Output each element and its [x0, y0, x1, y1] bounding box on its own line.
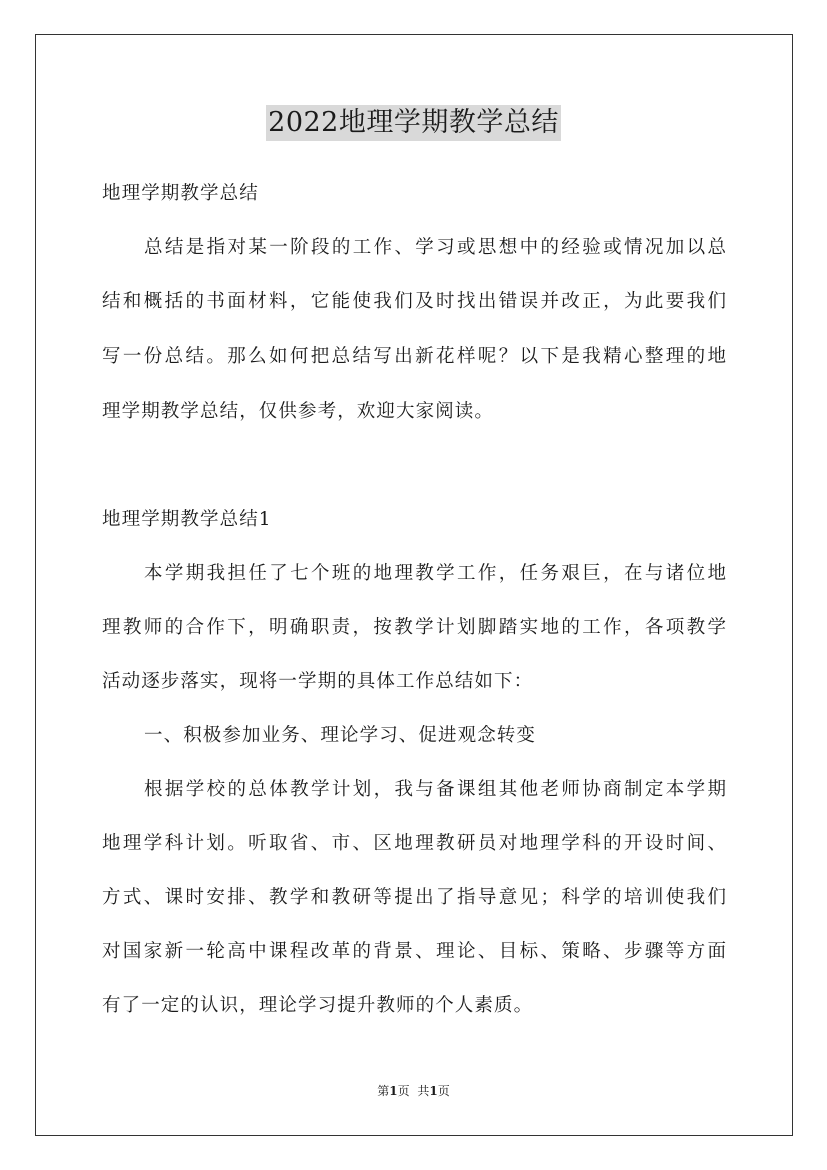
paragraph-line: 写一份总结。那么如何把总结写出新花样呢？以下是我精心整理的地	[102, 346, 726, 367]
paragraph-line: 理学期教学总结，仅供参考，欢迎大家阅读。	[102, 401, 495, 422]
paragraph-line: 地理学科计划。听取省、市、区地理教研员对地理学科的开设时间、	[102, 833, 726, 854]
footer-total-suffix: 页	[437, 1084, 450, 1098]
section-heading: 地理学期教学总结	[102, 183, 259, 204]
footer-total-prefix: 共	[417, 1084, 430, 1098]
section-heading: 地理学期教学总结1	[102, 509, 272, 530]
paragraph-line: 有了一定的认识，理论学习提升教师的个人素质。	[102, 995, 534, 1016]
paragraph-line: 理教师的合作下，明确职责，按教学计划脚踏实地的工作，各项教学	[102, 617, 726, 638]
subsection-heading: 一、积极参加业务、理论学习、促进观念转变	[144, 725, 537, 746]
document-title-wrap	[0, 105, 827, 141]
footer-total-pages: 1	[429, 1084, 438, 1098]
paragraph-line: 根据学校的总体教学计划，我与备课组其他老师协商制定本学期	[144, 779, 726, 800]
paragraph-line: 方式、课时安排、教学和教研等提出了指导意见；科学的培训使我们	[102, 887, 726, 908]
paragraph-line: 本学期我担任了七个班的地理教学工作，任务艰巨，在与诸位地	[144, 563, 726, 584]
footer-page-suffix: 页	[397, 1084, 410, 1098]
footer-prefix: 第	[377, 1084, 390, 1098]
paragraph-line: 对国家新一轮高中课程改革的背景、理论、目标、策略、步骤等方面	[102, 941, 726, 962]
footer-page-number: 1	[389, 1084, 398, 1098]
document-title: 2022地理学期教学总结	[266, 105, 561, 141]
paragraph-line: 总结是指对某一阶段的工作、学习或思想中的经验或情况加以总	[144, 237, 726, 258]
page-footer	[0, 1083, 827, 1099]
paragraph-line: 结和概括的书面材料，它能使我们及时找出错误并改正，为此要我们	[102, 291, 726, 312]
paragraph-line: 活动逐步落实，现将一学期的具体工作总结如下：	[102, 671, 534, 692]
